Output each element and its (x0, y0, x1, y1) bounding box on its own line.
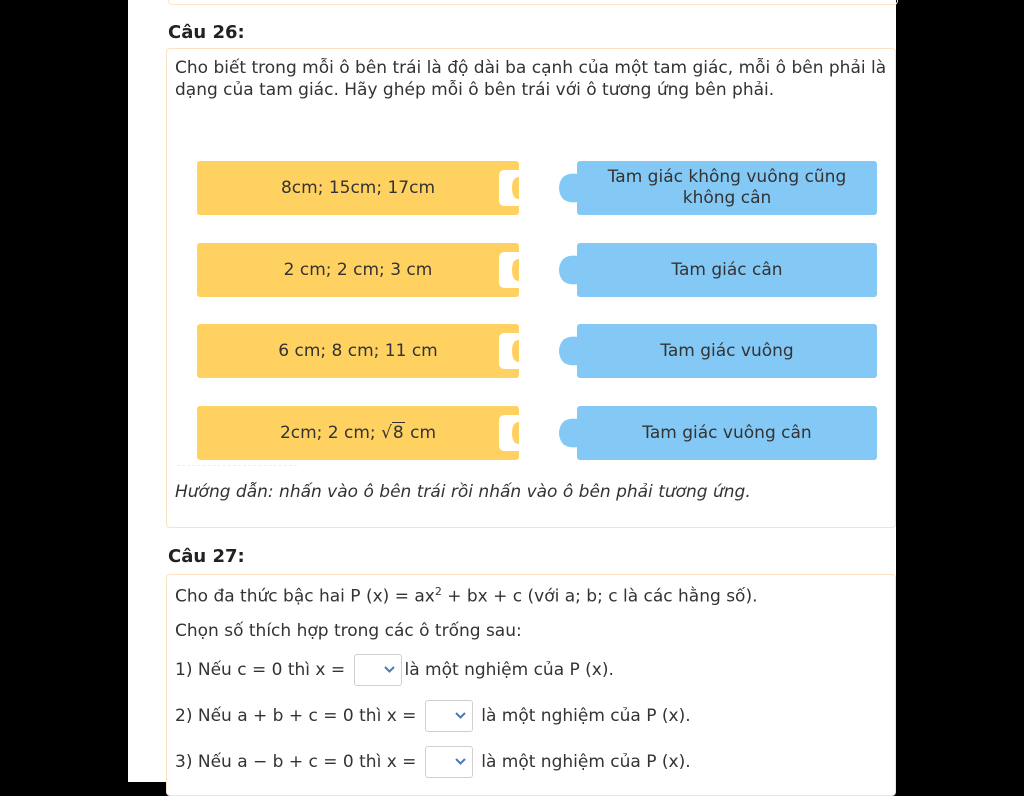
previous-question-box-edge (168, 0, 898, 5)
sqrt-symbol: √8 (381, 422, 404, 443)
puzzle-notch-icon (499, 333, 519, 369)
polynomial-text-b: + bx + c (với a; b; c là các hằng số). (441, 586, 758, 607)
puzzle-notch-icon (499, 170, 519, 206)
fill-item-1 (175, 653, 614, 687)
right-piece-4[interactable] (577, 406, 877, 460)
sqrt-radicand: 8 (392, 422, 404, 443)
question-26-hint: Hướng dẫn: nhấn vào ô bên trái rồi nhấn vào ô bên phải tương ứng. (175, 482, 751, 502)
question-27-box (166, 574, 896, 796)
left-piece-4-suffix: cm (404, 422, 437, 443)
question-27-line-2: Chọn số thích hợp trong các ô trống sau: (175, 621, 522, 641)
right-piece-3-label: Tam giác vuông (660, 340, 794, 361)
question-27-line-1 (175, 585, 758, 607)
left-piece-4-prefix: 2cm; 2 cm; (279, 422, 382, 443)
right-piece-4-label: Tam giác vuông cân (642, 422, 812, 443)
polynomial-text-a: Cho đa thức bậc hai P (x) = ax (175, 586, 435, 607)
question-27-title: Câu 27: (168, 546, 245, 567)
left-piece-1-label: 8cm; 15cm; 17cm (280, 177, 436, 198)
fill-item-3 (175, 745, 691, 779)
puzzle-tab-icon (557, 333, 579, 369)
puzzle-tab-icon (557, 415, 579, 451)
fill-item-2-before: 2) Nếu a + b + c = 0 thì x = (175, 706, 417, 726)
puzzle-notch-icon (499, 252, 519, 288)
right-piece-1[interactable] (577, 161, 877, 215)
question-26-text: Cho biết trong mỗi ô bên trái là độ dài ba cạnh của một tam giác, mỗi ô bên phải là dạng của tam giác. Hãy ghép mỗi ô bên trái với ô tương ứng bên phải. (175, 58, 887, 100)
fill-item-1-after: là một nghiệm của P (x). (404, 660, 614, 680)
puzzle-tab-icon (557, 252, 579, 288)
question-26-title: Câu 26: (168, 22, 245, 43)
answer-dropdown-3[interactable] (425, 746, 473, 778)
polynomial-exponent: 2 (434, 585, 442, 598)
left-piece-2-label: 2 cm; 2 cm; 3 cm (283, 259, 433, 280)
chevron-down-icon (384, 666, 395, 673)
left-piece-1[interactable] (197, 161, 519, 215)
fill-item-2-after: là một nghiệm của P (x). (481, 706, 691, 726)
right-piece-1-label: Tam giác không vuông cũng không cân (607, 167, 847, 208)
left-piece-4[interactable] (197, 406, 519, 460)
question-26-box (166, 48, 896, 528)
fill-item-3-before: 3) Nếu a − b + c = 0 thì x = (175, 752, 417, 772)
right-piece-2-label: Tam giác cân (671, 259, 783, 280)
chevron-down-icon (455, 758, 466, 765)
exercise-page (128, 0, 896, 782)
fill-item-1-before: 1) Nếu c = 0 thì x = (175, 660, 346, 680)
right-piece-3[interactable] (577, 324, 877, 378)
chevron-down-icon (455, 712, 466, 719)
left-piece-2[interactable] (197, 243, 519, 297)
puzzle-tab-icon (557, 170, 579, 206)
answer-dropdown-2[interactable] (425, 700, 473, 732)
fill-item-3-after: là một nghiệm của P (x). (481, 752, 691, 772)
divider (177, 465, 297, 472)
right-piece-2[interactable] (577, 243, 877, 297)
left-piece-3-label: 6 cm; 8 cm; 11 cm (278, 340, 438, 361)
answer-dropdown-1[interactable] (354, 654, 402, 686)
left-piece-3[interactable] (197, 324, 519, 378)
puzzle-notch-icon (499, 415, 519, 451)
fill-item-2 (175, 699, 691, 733)
left-piece-4-label (280, 423, 436, 444)
